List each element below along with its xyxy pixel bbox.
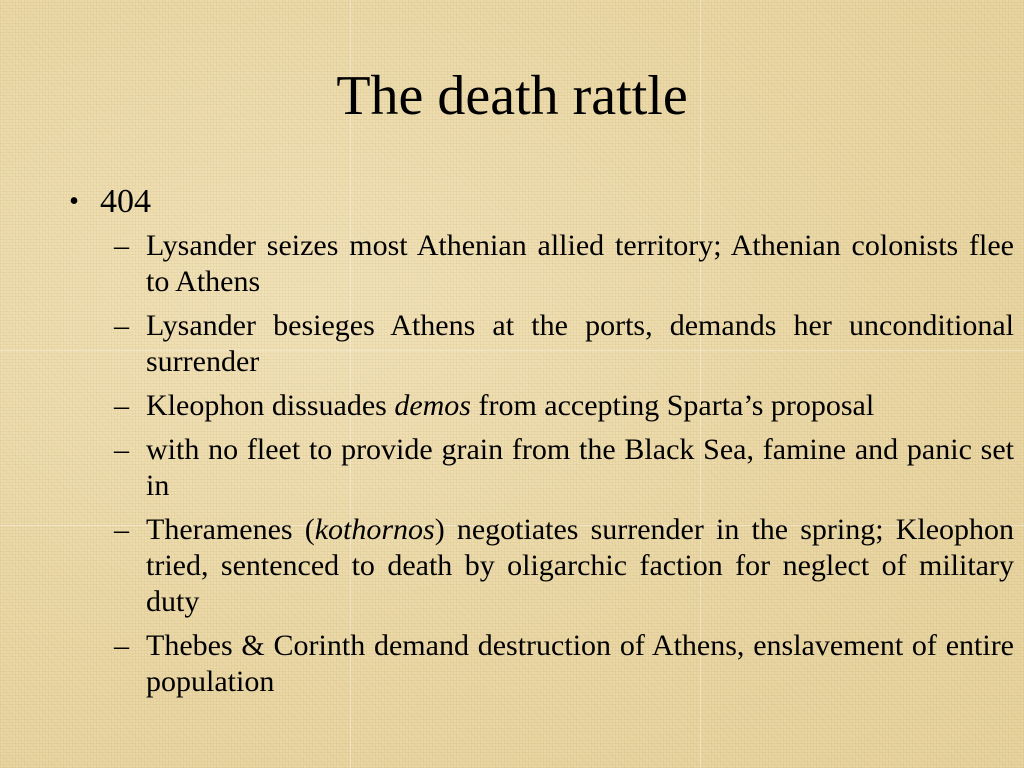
dash-bullet-icon: – [114,629,129,662]
sub-bullet-item [60,228,1014,300]
sub-bullet-item [60,308,1014,380]
sub-bullet-text-start: Theramenes ( [146,513,315,546]
dash-bullet-icon: – [114,229,129,262]
italic-term: demos [394,389,471,422]
dash-bullet-icon: – [114,309,129,342]
sub-bullet-item [60,432,1014,504]
dash-bullet-icon: – [114,389,129,422]
bullet-item-404 [60,180,1014,224]
sub-bullet-text-end: ) negotiates surrender in the spring; Kleophon tried, sentenced to death by oligarchic faction for neglect of military duty [146,513,1015,618]
sub-bullet-text: Lysander besieges Athens at the ports, demands her unconditional surrender [146,309,1014,378]
sub-bullet-text: Lysander seizes most Athenian allied territory; Athenian colonists flee to Athens [146,229,1014,298]
sub-bullet-text: with no fleet to provide grain from the Black Sea, famine and panic set in [146,433,1014,502]
sub-bullet-text: Thebes & Corinth demand destruction of Athens, enslavement of entire population [146,629,1014,698]
dash-bullet-icon: – [114,513,129,546]
slide-body [60,180,1014,708]
sub-bullet-item [60,628,1014,700]
bullet-dot-icon: • [69,186,79,217]
sub-bullet-item [60,512,1014,620]
dash-bullet-icon: – [114,433,129,466]
sub-bullet-list [60,228,1014,700]
sub-bullet-text-end: from accepting Sparta’s proposal [470,389,875,422]
slide-title: The death rattle [336,65,688,127]
sub-bullet-text-start: Kleophon dissuades [146,389,395,422]
sub-bullet-item [60,388,1014,424]
italic-term: kothornos [314,513,435,546]
bullet-text: 404 [100,183,151,220]
